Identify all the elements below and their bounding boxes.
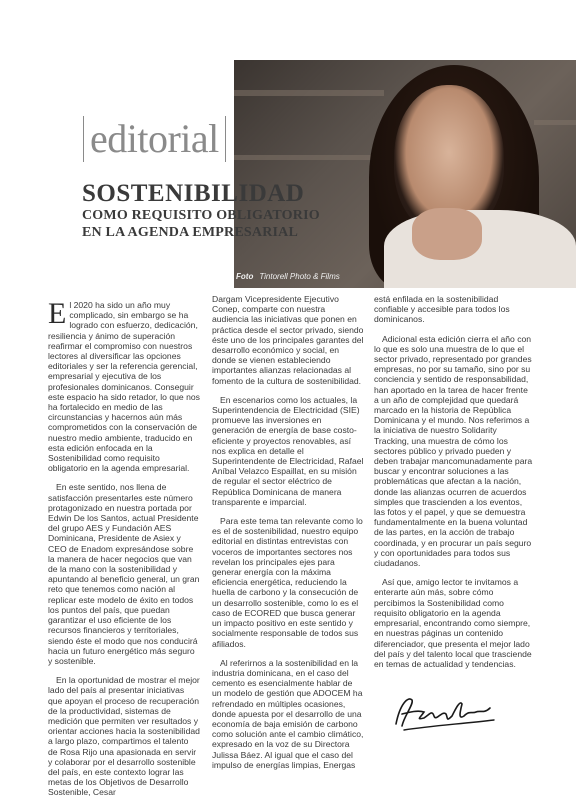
paragraph: En la oportunidad de mostrar el mejor lado del país al presentar iniciativas que apoyan el proceso de recuperación de la productividad, sistemas de medición que permiten ver resultados y orientar acciones hacia la sostenibilidad a largo plazo, compartimos el talento de Rosa Rijo una apasionada en servir y colaborar por el desarrollo sostenible del país, en este contexto lograr las metas de los Objetivos de Desarrollo Sostenible, Cesar [48, 675, 200, 798]
paragraph: Al referirnos a la sostenibilidad en la industria dominicana, en el caso del cemento es esencialmente hablar de un modelo de gestión que ADOCEM ha refrendado en múltiples ocasiones, donde apuesta por el desarrollo de una economía de baja emisión de carbono como solución ante el cambio climático, expresado en la voz de su Directora Julissa Báez. Al igual que el caso del impulso de energías limpias, Energas [212, 657, 364, 770]
paragraph-text: l 2020 ha sido un año muy complicado, sin embargo se ha logrado con esfuerzo, dedicación, resiliencia y ánimo de superación reafirmar el compromiso con nuestros lectores al diversificar las opciones editoriales y ser la referencia gerencial, empresarial y ejecutiva de los profesionales dominicanos. Conseguir este espacio ha sido retador, lo que nos ha fortalecido en medio de las circunstancias y hacernos aún más comprometidos con la conservación de nuestro medio ambiente, traducido en esta edición enfocada en la Sostenibilidad como requisito obligatorio en la agenda empresarial. [48, 300, 200, 474]
editor-photo [234, 60, 576, 288]
paragraph: En este sentido, nos llena de satisfacción presentarles este número protagonizado en nuestra portada por Edwin De los Santos, actual Presidente del grupo AES y Fundación AES Dominicana, Presidente de Asiex y CEO de Enadom expresándose sobre la manera de hacer negocios que van de la mano con la sostenibilidad y apuntando al beneficio general, un gran reto que tenemos como nación al replicar este modelo de éxito en todos los puntos del país, que puedan garantizar el uso eficiente de los recursos financieros y territoriales, siendo éste el modo que nos conducirá hacia un futuro energético más seguro y sostenible. [48, 482, 200, 666]
drop-cap: E [48, 297, 67, 330]
paragraph: Así que, amigo lector te invitamos a enterarte aún más, sobre cómo percibimos la Sostenibilidad como requisito obligatorio en la agenda empresarial, encontrando como siempre, en nuestras páginas un contenido diferenciador, que presenta el mejor lado del país y del talento local que trasciende en temas de actualidad y tendencias. [374, 577, 532, 669]
paragraph: Para este tema tan relevante como lo es el de sostenibilidad, nuestro equipo editorial en distintas entrevistas con voceros de importantes sectores nos revelan los principales ejes para generar energía con la máxima eficiencia energética, reduciendo la huella de carbono y la consecución de un desarrollo sostenible, como lo es el caso de ECORED que busca generar un impacto positivo en este sentido y socialmente responsable de todos sus afiliados. [212, 516, 363, 649]
headline-line2: COMO REQUISITO OBLIGATORIO [82, 208, 320, 223]
photo-caption [236, 272, 340, 281]
paragraph [48, 297, 200, 474]
editor-signature [390, 690, 500, 739]
column-2 [212, 294, 364, 779]
photo-caption-label: Foto [236, 272, 254, 281]
photo-caption-credit: Tintorell Photo & Films [259, 272, 340, 281]
signature-icon [390, 690, 500, 734]
section-label: editorial [83, 116, 226, 162]
headline-line3: EN LA AGENDA EMPRESARIAL [82, 225, 299, 240]
paragraph: Dargam Vicepresidente Ejecutivo Conep, comparte con nuestra audiencia las iniciativas que ponen en práctica desde el sector privado, siendo éste uno de los principales garantes del desarrollo económico y social, en donde se vienen estableciendo importantes alianzas relacionadas al fomento de la cultura de sostenibilidad. [212, 294, 364, 386]
headline [82, 181, 320, 241]
column-3 [374, 294, 534, 678]
column-1 [48, 297, 200, 807]
headline-line1: SOSTENIBILIDAD [82, 180, 305, 207]
paragraph: En escenarios como los actuales, la Superintendencia de Electricidad (SIE) promueve las inversiones en generación de energía de base costo-eficiente y proyectos renovables, así nos explica en detalle el Superintendente de Electricidad, Rafael Aníbal Velazco Espaillat, en su misión de regular el sector eléctrico de República Dominicana de manera transparente e imparcial. [212, 394, 364, 507]
paragraph: Adicional esta edición cierra el año con lo que es solo una muestra de lo que el sector privado, representado por grandes empresas, no por su tamaño, sino por su conciencia y sentido de responsabilidad, han aportado en la tarea de hacer frente a un año de complejidad que quedará marcado en la historia de República Dominicana y el mundo. Nos referimos a la iniciativa de nuestro Solidarity Tracking, una muestra de cómo los sectores público y privado pueden y deben trabajar mancomunadamente para buscar y encontrar soluciones a las problemáticas que afectan a la nación, donde las alianzas ocurren de acuerdos simples que trascienden a los eventos, las fotos y el papel, y que se demuestra fundamentalmente en la buena voluntad de las partes, en la acción de trabajo coordinada, y en procurar un país seguro y con oportunidades para todos sus ciudadanos. [374, 333, 533, 569]
paragraph: está enfilada en la sostenibilidad confiable y accesible para todos los dominicanos. [374, 294, 510, 325]
